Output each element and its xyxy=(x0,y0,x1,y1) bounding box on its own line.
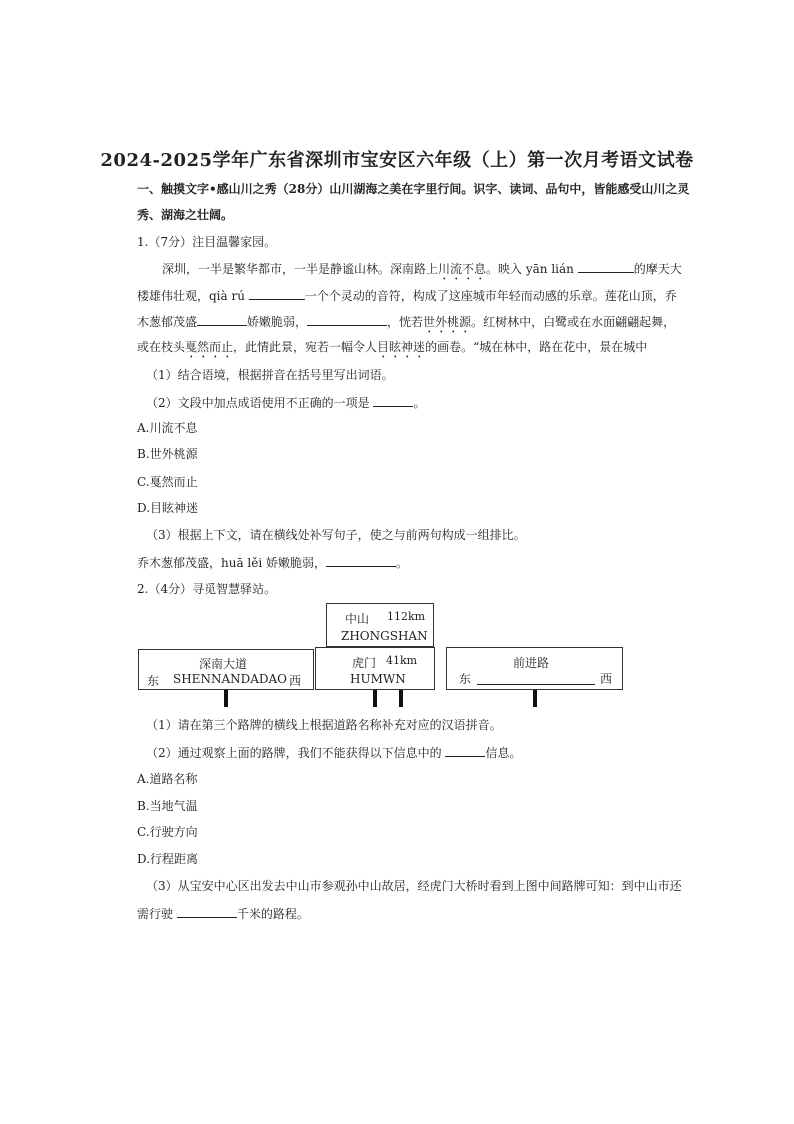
answer-blank[interactable] xyxy=(249,287,305,300)
answer-blank[interactable] xyxy=(445,744,485,757)
q2-option-b[interactable]: B.当地气温 xyxy=(137,799,198,813)
q1-sub3: （3）根据上下文，请在横线处补写句子，使之与前两句构成一组排比。 xyxy=(146,528,526,542)
sign-qianjin-road: 前进路 东 西 xyxy=(446,647,623,690)
dotted-idiom-4: 目眩神迷 xyxy=(377,340,426,354)
q2-sub3-cont: 需行驶 千米的路程。 xyxy=(137,907,309,921)
q1-sub2: （2）文段中加点成语使用不正确的一项是 。 xyxy=(146,396,426,410)
q1-option-c[interactable]: C.戛然而止 xyxy=(137,475,198,489)
q1-option-d[interactable]: D.目眩神迷 xyxy=(137,501,199,515)
q2-option-a[interactable]: A.道路名称 xyxy=(137,772,198,786)
q1-sub1: （1）结合语境，根据拼音在括号里写出词语。 xyxy=(146,368,394,382)
section-heading: 一、触摸文字•感山川之秀（28分）山川湖海之美在字里行间。识字、读词、品句中，皆能感受山川之灵 xyxy=(137,182,690,196)
q1-sub3-line: 乔木葱郁茂盛，huā lěi 娇嫩脆弱， 。 xyxy=(137,556,409,570)
q1-option-a[interactable]: A.川流不息 xyxy=(137,421,198,435)
q2-sub3: （3）从宝安中心区出发去中山市参观孙中山故居，经虎门大桥时看到上图中间路牌可知：到中山市还 xyxy=(146,879,682,893)
q1-passage-line4: 或在枝头戛然而止，此情此景，宛若一幅令人目眩神迷的画卷。“城在林中，路在花中，景在城中 xyxy=(137,340,648,354)
q2-sub2: （2）通过观察上面的路牌，我们不能获得以下信息中的 信息。 xyxy=(146,746,522,760)
q2-option-c[interactable]: C.行驶方向 xyxy=(137,825,198,839)
sign-zhongshan: 中山 112km ZHONGSHAN xyxy=(326,603,434,647)
dotted-idiom-2: 世外桃源 xyxy=(423,315,472,329)
answer-blank[interactable] xyxy=(373,394,413,407)
q2-option-d[interactable]: D.行程距离 xyxy=(137,852,199,866)
answer-blank[interactable] xyxy=(307,313,387,326)
answer-blank[interactable] xyxy=(177,905,237,918)
q1-passage-line1: 深圳，一半是繁华都市，一半是静谧山林。深南路上川流不息。映入 yān lián 的摩天大 xyxy=(162,262,682,276)
sign-shennan-road: 深南大道 东 SHENNANDADAO 西 xyxy=(138,649,314,690)
answer-blank[interactable] xyxy=(326,554,396,567)
sign-humen: 虎门 41km HUMWN xyxy=(315,647,435,690)
sign-post xyxy=(399,690,403,707)
sign-post xyxy=(533,690,537,707)
sign-post xyxy=(224,690,228,707)
page-title: 2024-2025学年广东省深圳市宝安区六年级（上）第一次月考语文试卷 xyxy=(100,150,694,171)
answer-blank[interactable] xyxy=(197,313,247,326)
q1-option-b[interactable]: B.世外桃源 xyxy=(137,447,198,461)
sign-post xyxy=(373,690,377,707)
q1-stem: 1.（7分）注目温馨家园。 xyxy=(137,235,277,249)
dotted-idiom-3: 戛然而止 xyxy=(185,340,234,354)
dotted-idiom-1: 川流不息 xyxy=(438,262,487,276)
answer-blank[interactable] xyxy=(578,260,634,273)
section-heading-cont: 秀、湖海之壮阔。 xyxy=(137,208,234,222)
q2-sub1: （1）请在第三个路牌的横线上根据道路名称补充对应的汉语拼音。 xyxy=(146,718,502,732)
q2-stem: 2.（4分）寻觅智慧驿站。 xyxy=(137,582,277,596)
q1-passage-line3: 木葱郁茂盛 娇嫩脆弱， ，恍若世外桃源。红树林中，白鹭或在水面翩翩起舞， xyxy=(137,315,676,329)
q1-passage-line2: 楼雄伟壮观，qià rú 一个个灵动的音符，构成了这座城市年轻而动感的乐章。莲花山顶，乔 xyxy=(137,289,677,303)
pinyin-answer-blank[interactable] xyxy=(477,672,595,685)
